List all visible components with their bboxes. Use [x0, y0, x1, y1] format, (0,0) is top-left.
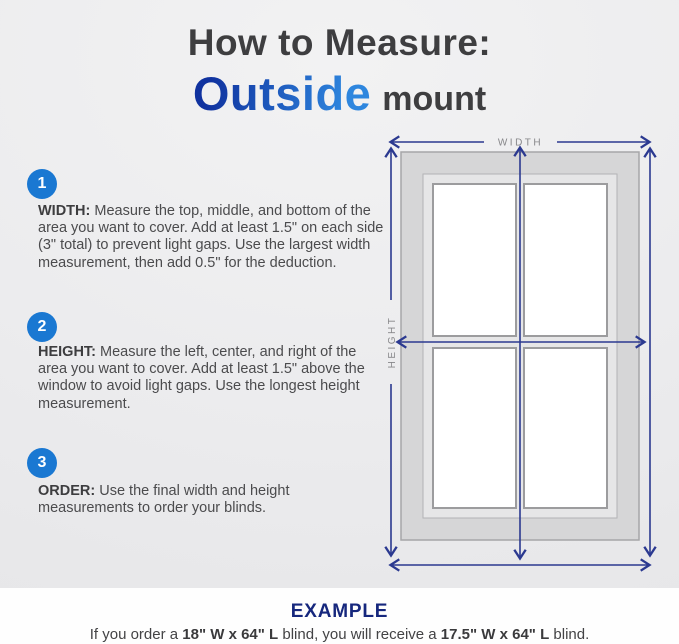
step-2-body: Measure the left, center, and right of the area you want to cover. Add at least 1.5" above the window to avoid light gaps. Use the longest height measurement.: [38, 344, 365, 412]
window-measurement-diagram: [383, 132, 665, 584]
example-heading: EXAMPLE: [290, 601, 389, 622]
window-pane-bottom-right: [524, 348, 607, 508]
window-diagram-svg: [383, 132, 665, 584]
title-highlight: Outside: [192, 67, 372, 120]
step-3-number: 3: [37, 454, 47, 471]
step-3-text: [38, 483, 388, 517]
width-arrow-label: WIDTH: [497, 137, 544, 149]
title-line1: How to Measure:: [187, 22, 492, 63]
example-text: If you order a 18" W x 64" L blind, you will receive a 17.5" W x 64" L blind.: [89, 626, 590, 643]
example-section: [0, 588, 679, 644]
step-1-text: [38, 203, 388, 272]
window-pane-top-left: [433, 184, 516, 336]
step-1-body: Measure the top, middle, and bottom of the area you want to cover. Add at least 1.5" on each side (3" total) to prevent light gaps. Use the largest width measurement, then add 0.5" for the deduction.: [38, 203, 384, 271]
title-suffix: mount: [382, 80, 487, 118]
title-line2: [0, 66, 679, 121]
step-2-label: HEIGHT:: [38, 344, 96, 360]
window-pane-bottom-left: [433, 348, 516, 508]
step-2-number: 2: [37, 318, 47, 335]
step-2-badge: [27, 312, 57, 342]
step-1-label: WIDTH:: [38, 203, 91, 219]
step-3-badge: [27, 448, 57, 478]
height-arrow-label: HEIGHT: [387, 315, 398, 369]
step-2-text: [38, 344, 388, 413]
step-1-number: 1: [37, 175, 47, 192]
step-3-body: Use the final width and height measurements to order your blinds.: [38, 483, 290, 517]
page-title: [0, 22, 679, 121]
step-3-label: ORDER:: [38, 483, 96, 499]
step-1-badge: [27, 169, 57, 199]
window-pane-top-right: [524, 184, 607, 336]
